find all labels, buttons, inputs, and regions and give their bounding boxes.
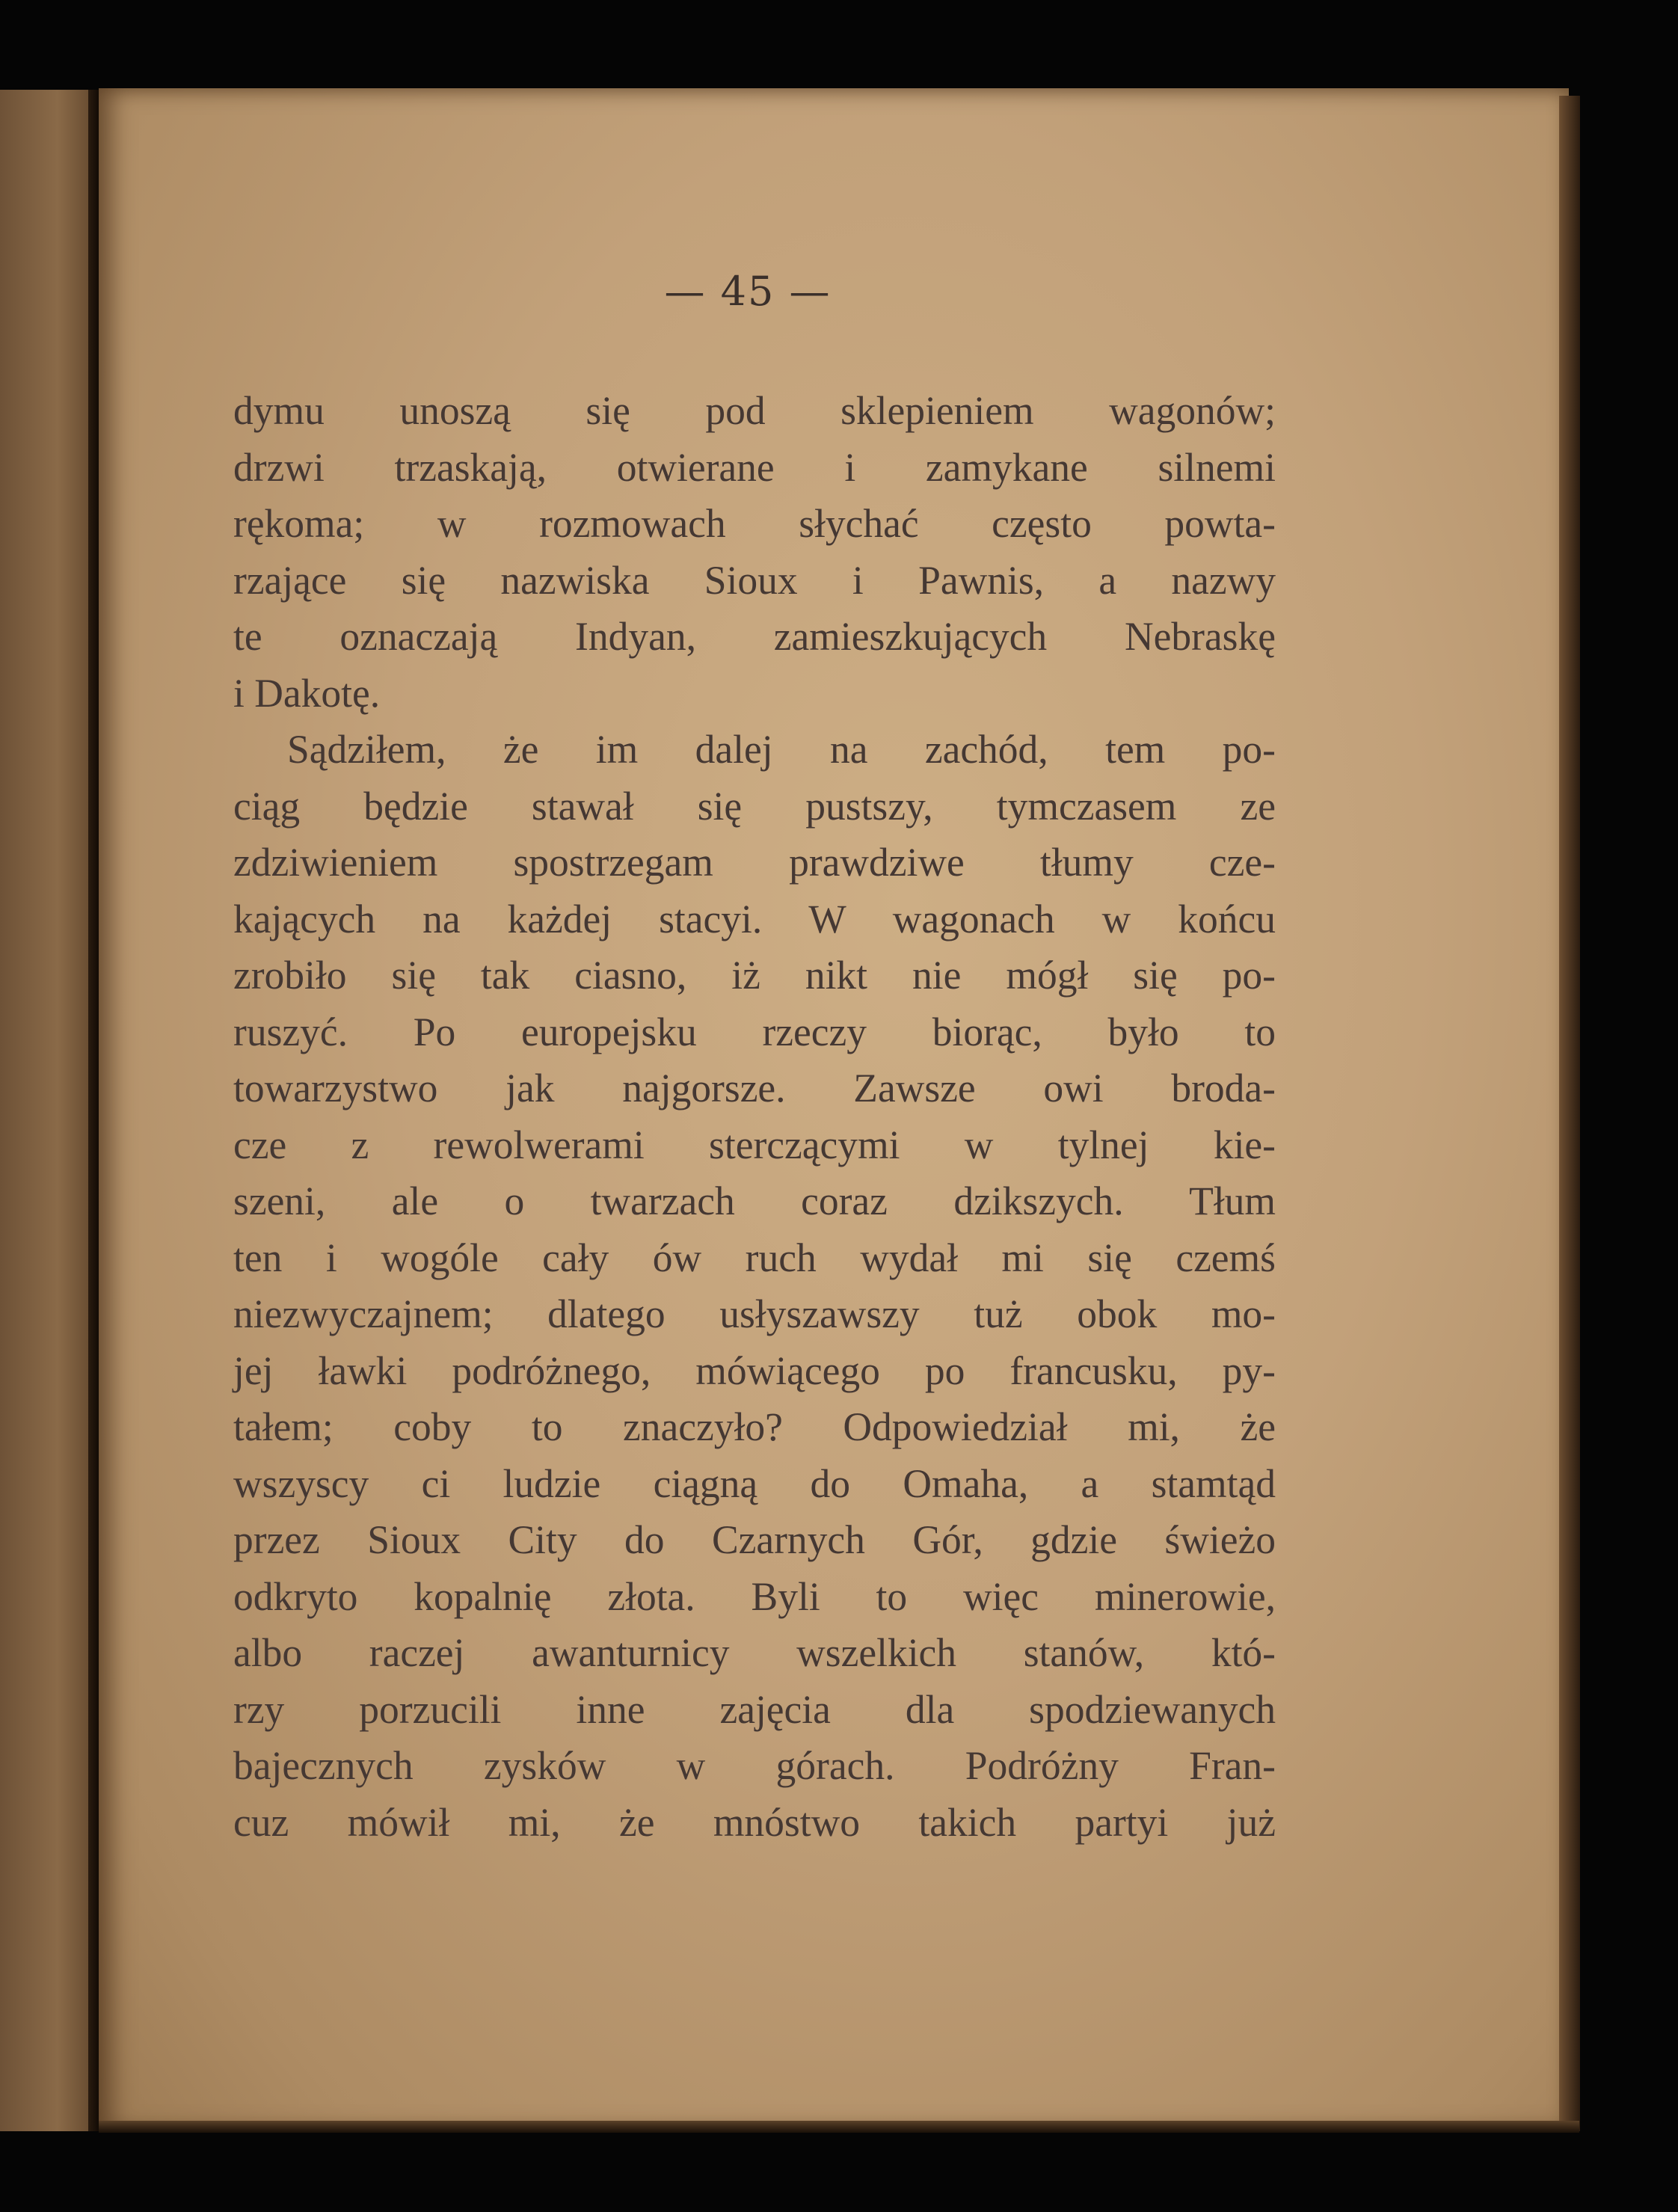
text-line: wszyscy ci ludzie ciągną do Omaha, a stamtąd [233, 1460, 1276, 1506]
text-line: bajecznych zysków w górach. Podróżny Fran- [233, 1743, 1276, 1788]
text-line: cze z rewolwerami sterczącymi w tylnej kie- [233, 1122, 1276, 1167]
text-line: cuz mówił mi, że mnóstwo takich partyi już [233, 1799, 1276, 1845]
text-line: rękoma; w rozmowach słychać często powta- [233, 501, 1276, 546]
text-line: ruszyć. Po europejsku rzeczy biorąc, było to [233, 1009, 1276, 1054]
text-line: towarzystwo jak najgorsze. Zawsze owi broda- [233, 1066, 1276, 1110]
text-line: zrobiło się tak ciasno, iż nikt nie mógł się po- [233, 953, 1276, 998]
text-line: drzwi trzaskają, otwierane i zamykane silnemi [233, 444, 1276, 490]
book-spine-shadow [88, 90, 99, 2131]
text-line: rzające się nazwiska Sioux i Pawnis, a nazwy [233, 557, 1276, 603]
text-line: tałem; coby to znaczyło? Odpowiedział mi, że [233, 1404, 1276, 1449]
body-text [233, 383, 1276, 1851]
text-line: te oznaczają Indyan, zamieszkujących Nebraskę [233, 614, 1276, 659]
text-line: zdziwieniem spostrzegam prawdziwe tłumy cze- [233, 840, 1276, 885]
text-line: kających na każdej stacyi. W wagonach w końcu [233, 896, 1276, 941]
text-line: Sądziłem, że im dalej na zachód, tem po- [287, 727, 1276, 772]
text-line: niezwyczajnem; dlatego usłyszawszy tuż obok mo- [233, 1291, 1276, 1336]
page-right-edge [1559, 96, 1580, 2131]
text-line: i Dakotę. [233, 670, 381, 716]
text-line: ciąg będzie stawał się pustszy, tymczasem ze [233, 783, 1276, 829]
text-line: ten i wogóle cały ów ruch wydał mi się czemś [233, 1235, 1276, 1280]
text-line: przez Sioux City do Czarnych Gór, gdzie świeżo [233, 1517, 1276, 1562]
page-bottom-edge [99, 2121, 1579, 2133]
page-number: — 45 — [664, 268, 832, 315]
text-line: dymu unoszą się pod sklepieniem wagonów; [233, 388, 1276, 433]
text-line: rzy porzucili inne zajęcia dla spodziewanych [233, 1686, 1276, 1732]
text-line: szeni, ale o twarzach coraz dzikszych. Tłum [233, 1179, 1276, 1223]
text-line: jej ławki podróżnego, mówiącego po francusku, py- [233, 1348, 1276, 1393]
text-line: albo raczej awanturnicy wszelkich stanów, któ- [233, 1630, 1276, 1675]
text-line: odkryto kopalnię złota. Byli to więc minerowie, [233, 1573, 1276, 1619]
